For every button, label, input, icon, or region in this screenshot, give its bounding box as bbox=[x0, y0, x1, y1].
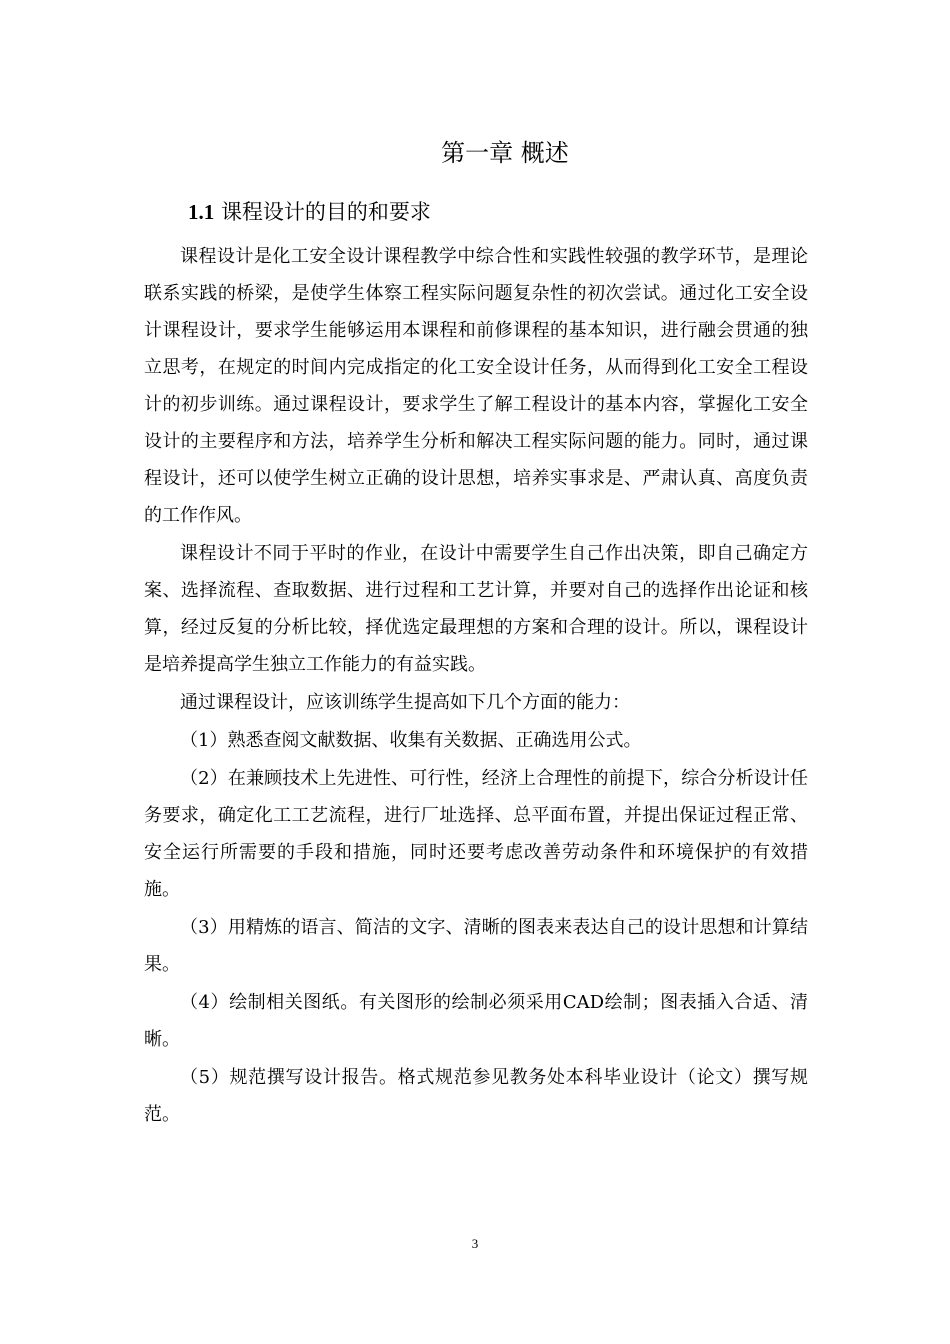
list-item: （5）规范撰写设计报告。格式规范参见教务处本科毕业设计（论文）撰写规范。 bbox=[144, 1067, 808, 1125]
section-number: 1.1 bbox=[188, 200, 215, 224]
paragraph: 通过课程设计，应该训练学生提高如下几个方面的能力： bbox=[180, 692, 630, 713]
list-item: （3）用精炼的语言、简洁的文字、清晰的图表来表达自己的设计思想和计算结果。 bbox=[144, 917, 808, 975]
page-number: 3 bbox=[471, 1236, 479, 1251]
section-title: 课程设计的目的和要求 bbox=[220, 200, 431, 224]
chapter-title: 第一章 概述 bbox=[441, 139, 569, 167]
list-item: （4）绘制相关图纸。有关图形的绘制必须采用CAD绘制；图表插入合适、清晰。 bbox=[144, 992, 808, 1050]
list-item: （2）在兼顾技术上先进性、可行性，经济上合理性的前提下，综合分析设计任务要求，确定化工工艺流程，进行厂址选择、总平面布置，并提出保证过程正常、安全运行所需要的手段和措施，同时还要考虑改善劳动条件和环境保护的有效措施。 bbox=[144, 768, 808, 900]
body-text bbox=[144, 238, 808, 1134]
list-item: （1）熟悉查阅文献数据、收集有关数据、正确选用公式。 bbox=[180, 730, 642, 751]
section-heading bbox=[188, 197, 431, 227]
paragraph: 课程设计是化工安全设计课程教学中综合性和实践性较强的教学环节，是理论联系实践的桥梁，是使学生体察工程实际问题复杂性的初次尝试。通过化工安全设计课程设计，要求学生能够运用本课程和前修课程的基本知识，进行融会贯通的独立思考，在规定的时间内完成指定的化工安全设计任务，从而得到化工安全工程设计的初步训练。通过课程设计，要求学生了解工程设计的基本内容，掌握化工安全设计的主要程序和方法，培养学生分析和解决工程实际问题的能力。同时，通过课程设计，还可以使学生树立正确的设计思想，培养实事求是、严肃认真、高度负责的工作作风。 bbox=[144, 246, 808, 526]
paragraph: 课程设计不同于平时的作业，在设计中需要学生自己作出决策，即自己确定方案、选择流程、查取数据、进行过程和工艺计算，并要对自己的选择作出论证和核算，经过反复的分析比较，择优选定最理想的方案和合理的设计。所以，课程设计是培养提高学生独立工作能力的有益实践。 bbox=[144, 543, 808, 675]
